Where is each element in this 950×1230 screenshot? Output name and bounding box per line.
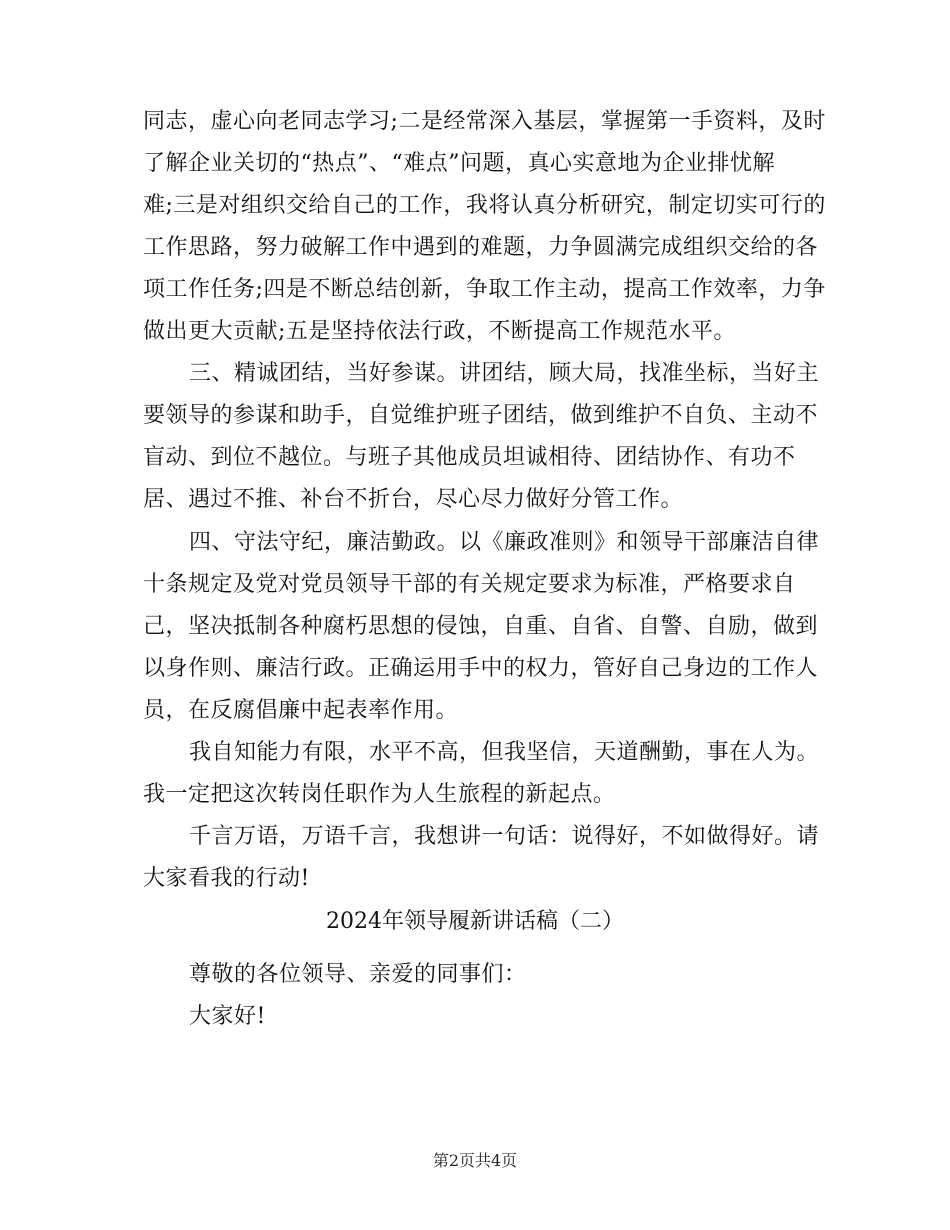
paragraph-line: 我一定把这次转岗任职作为人生旅程的新起点。 <box>143 782 616 807</box>
paragraph-line: 了解企业关切的“热点”、“难点”问题，真心实意地为企业排忧解 <box>143 151 775 176</box>
paragraph-line: 员，在反腐倡廉中起表率作用。 <box>143 698 459 723</box>
paragraph-line: 千言万语，万语千言，我想讲一句话：说得好，不如做得好。请 <box>189 824 820 849</box>
paragraph-line: 要领导的参谋和助手，自觉维护班子团结，做到维护不自负、主动不 <box>143 403 819 428</box>
paragraph-line: 大家看我的行动! <box>143 866 310 891</box>
paragraph-line: 三、精诚团结，当好参谋。讲团结，顾大局，找准坐标，当好主 <box>189 361 820 386</box>
section-title: 2024年领导履新讲话稿（二） <box>326 909 624 934</box>
paragraph-line: 难;三是对组织交给自己的工作，我将认真分析研究，制定切实可行的 <box>143 193 826 218</box>
paragraph-line: 十条规定及党对党员领导干部的有关规定要求为标准，严格要求自 <box>143 572 796 597</box>
paragraph-line: 工作思路，努力破解工作中遇到的难题，力争圆满完成组织交给的各 <box>143 235 819 260</box>
paragraph-line: 做出更大贡献;五是坚持依法行政，不断提高工作规范水平。 <box>143 319 736 344</box>
paragraph-line: 四、守法守纪，廉洁勤政。以《廉政准则》和领导干部廉洁自律 <box>189 530 820 555</box>
paragraph-line: 以身作则、廉洁行政。正确运用手中的权力，管好自己身边的工作人 <box>143 656 819 681</box>
greeting: 大家好! <box>189 1004 266 1029</box>
page-footer: 第2页共4页 <box>432 1151 518 1170</box>
paragraph-line: 项工作任务;四是不断总结创新，争取工作主动，提高工作效率，力争 <box>143 277 826 302</box>
paragraph-line: 盲动、到位不越位。与班子其他成员坦诚相待、团结协作、有功不 <box>143 445 796 470</box>
paragraph-line: 同志，虚心向老同志学习;二是经常深入基层，掌握第一手资料，及时 <box>143 109 826 134</box>
paragraph-line: 居、遇过不推、补台不折台，尽心尽力做好分管工作。 <box>143 487 684 512</box>
salutation: 尊敬的各位领导、亲爱的同事们： <box>189 962 527 987</box>
paragraph-line: 我自知能力有限，水平不高，但我坚信，天道酬勤，事在人为。 <box>189 740 820 765</box>
paragraph-line: 己，坚决抵制各种腐朽思想的侵蚀，自重、自省、自警、自励，做到 <box>143 614 819 639</box>
